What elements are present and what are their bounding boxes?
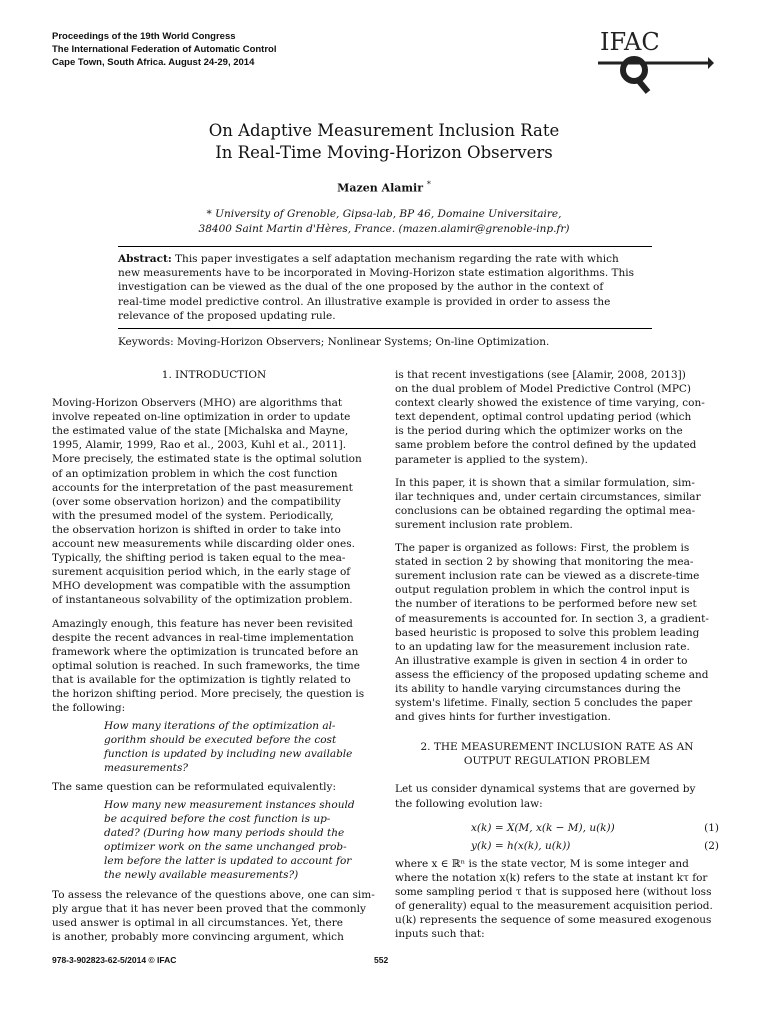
text-line: gorithm should be executed before the cost xyxy=(104,734,337,747)
affiliation-line-1: * University of Grenoble, Gipsa-lab, BP 46, Domaine Universitaire, xyxy=(206,208,562,220)
text-line: where x ∈ ℝⁿ is the state vector, M is some integer and xyxy=(395,857,689,870)
text-line: surement inclusion rate problem. xyxy=(395,518,573,531)
equation-1-expression: x(k) = X(M, x(k − M), u(k)) xyxy=(471,821,615,834)
text-line: assess the efficiency of the proposed updating scheme and xyxy=(395,668,709,681)
text-line-content: This paper investigates a self adaptation mechanism regarding the rate with which xyxy=(171,253,619,265)
page-number: 552 xyxy=(374,955,389,965)
footer-isbn: 978-3-902823-62-5/2014 © IFAC xyxy=(52,955,177,965)
section-1-title: 1. INTRODUCTION xyxy=(161,369,267,381)
text-line: the number of iterations to be performed before new set xyxy=(395,598,697,611)
abstract xyxy=(118,252,652,323)
text-line: To assess the relevance of the questions above, one can sim- xyxy=(52,889,375,902)
ifac-logo xyxy=(596,26,714,96)
text-line: How many new measurement instances should xyxy=(104,798,355,811)
intro-paragraph-7 xyxy=(395,541,719,724)
text-line: is another, probably more convincing argument, which xyxy=(52,931,344,944)
text-line: An illustrative example is given in section 4 in order to xyxy=(395,654,688,667)
text-line: be acquired before the cost function is up- xyxy=(104,812,331,825)
text-line: on the dual problem of Model Predictive Control (MPC) xyxy=(395,383,692,396)
text-line: optimal solution is reached. In such frameworks, the time xyxy=(52,659,360,672)
keywords: Keywords: Moving-Horizon Observers; Nonlinear Systems; On-line Optimization. xyxy=(118,336,550,348)
text-line: ply argue that it has never been proved that the commonly xyxy=(52,903,366,916)
text-line: same problem before the control defined by the updated xyxy=(395,439,697,452)
text-line: the following evolution law: xyxy=(395,797,543,810)
equation-2-number: (2) xyxy=(704,839,719,852)
text-line: the observation horizon is shifted in order to take into xyxy=(52,523,341,536)
right-column xyxy=(395,368,719,941)
text-line: despite the recent advances in real-time implementation xyxy=(52,631,354,644)
affiliation-line-2: 38400 Saint Martin d'Hères, France. (mazen.alamir@grenoble-inp.fr) xyxy=(198,222,570,235)
equation-2-expression: y(k) = h(x(k), u(k)) xyxy=(471,839,571,852)
text-line: Amazingly enough, this feature has never been revisited xyxy=(52,617,353,630)
equation-1-number: (1) xyxy=(704,821,719,834)
text-line: How many iterations of the optimization al- xyxy=(104,720,336,733)
text-line: the horizon shifting period. More precisely, the question is xyxy=(52,687,365,700)
intro-paragraph-2 xyxy=(52,617,376,716)
text-line: new measurements have to be incorporated in Moving-Horizon state estimation algorithms. This xyxy=(118,267,635,280)
text-line: The paper is organized as follows: First, the problem is xyxy=(395,542,690,555)
text-line: that is available for the optimization is tightly related to xyxy=(52,673,351,686)
text-line: of an optimization problem in which the cost function xyxy=(52,467,338,480)
text-line: surement inclusion rate can be viewed as a discrete-time xyxy=(395,570,700,583)
question-1 xyxy=(52,719,376,775)
text-line: MHO development was compatible with the assumption xyxy=(52,580,351,593)
text-line: optimizer work on the same unchanged prob- xyxy=(104,840,347,853)
abstract-top-rule xyxy=(118,246,652,247)
text-line: output regulation problem in which the control input is xyxy=(395,584,690,597)
section-2-paragraph-1 xyxy=(395,782,719,810)
text-line: and gives hints for further investigation. xyxy=(395,711,611,724)
text-line: is that recent investigations (see [Alamir, 2008, 2013]) xyxy=(395,369,686,381)
text-line: involve repeated on-line optimization in order to update xyxy=(52,411,351,424)
affiliation xyxy=(0,207,768,236)
text-line: text dependent, optimal control updating period (which xyxy=(395,411,692,424)
text-line: the newly available measurements?) xyxy=(104,869,299,882)
section-2-paragraph-2 xyxy=(395,857,719,942)
text-line: some sampling period τ that is supposed here (without loss xyxy=(395,885,712,898)
text-line: real-time model predictive control. An illustrative example is provided in order to assess the xyxy=(118,295,611,308)
text-line: surement acquisition period which, in the early stage of xyxy=(52,566,351,579)
text-line: used answer is optimal in all circumstances. Yet, there xyxy=(52,917,343,930)
text-line: More precisely, the estimated state is the optimal solution xyxy=(52,453,362,466)
text-line: account new measurements while discarding older ones. xyxy=(52,538,355,551)
text-line: of generality) equal to the measurement acquisition period. xyxy=(395,899,713,912)
text-line: (over some observation horizon) and the compatibility xyxy=(52,495,341,508)
question-2 xyxy=(52,798,376,883)
text-line: conclusions can be obtained regarding the optimal mea- xyxy=(395,504,696,517)
author-name: Mazen Alamir xyxy=(337,181,423,195)
section-2-title-line-2: OUTPUT REGULATION PROBLEM xyxy=(463,755,651,768)
text-line: The same question can be reformulated equivalently: xyxy=(52,780,336,793)
text-line: dated? (During how many periods should the xyxy=(104,826,345,839)
text-line: the following: xyxy=(52,702,126,715)
abstract-bottom-rule xyxy=(118,328,652,329)
section-2-title-line-1: 2. THE MEASUREMENT INCLUSION RATE AS AN xyxy=(420,741,694,754)
text-line: investigation can be viewed as the dual of the one proposed by the author in the context of xyxy=(118,281,604,294)
author-mark: * xyxy=(426,180,431,189)
left-column xyxy=(52,368,376,945)
intro-paragraph-4 xyxy=(52,888,376,944)
text-line: Typically, the shifting period is taken equal to the mea- xyxy=(52,552,346,565)
text-line: is the period during which the optimizer works on the xyxy=(395,425,683,438)
text-line: function is updated by including new available xyxy=(104,748,353,761)
header-line-1: Proceedings of the 19th World Congress xyxy=(52,31,236,42)
text-line: relevance of the proposed updating rule. xyxy=(118,309,336,322)
text-line: 1995, Alamir, 1999, Rao et al., 2003, Kuhl et al., 2011]. xyxy=(52,439,347,452)
text-line: In this paper, it is shown that a similar formulation, sim- xyxy=(395,476,695,489)
text-line: parameter is applied to the system). xyxy=(395,453,588,466)
text-line: of measurements is accounted for. In section 3, a gradient- xyxy=(395,612,709,625)
text-line: framework where the optimization is truncated before an xyxy=(52,645,359,658)
header-line-3: Cape Town, South Africa. August 24-29, 2014 xyxy=(52,57,255,68)
intro-paragraph-1 xyxy=(52,396,376,607)
text-line: accounts for the interpretation of the past measurement xyxy=(52,481,353,494)
text-line: context clearly showed the existence of time varying, con- xyxy=(395,397,705,410)
intro-paragraph-6 xyxy=(395,476,719,532)
text-line: stated in section 2 by showing that monitoring the mea- xyxy=(395,556,694,569)
proceedings-header xyxy=(52,30,276,69)
intro-paragraph-3 xyxy=(52,780,376,794)
text-line: inputs such that: xyxy=(395,928,485,941)
text-line: u(k) represents the sequence of some measured exogenous xyxy=(395,914,712,926)
text-line: where the notation x(k) refers to the state at instant kτ for xyxy=(395,871,708,884)
paper-title xyxy=(0,120,768,164)
text-line: measurements? xyxy=(104,762,188,775)
text-line: Let us consider dynamical systems that are governed by xyxy=(395,783,696,796)
text-line: to an updating law for the measurement inclusion rate. xyxy=(395,640,690,653)
equation-1 xyxy=(395,821,719,839)
title-line-2: In Real-Time Moving-Horizon Observers xyxy=(215,143,553,162)
text-line: the estimated value of the state [Michalska and Mayne, xyxy=(52,425,349,438)
abstract-label: Abstract: xyxy=(118,253,172,265)
text-line: its ability to handle varying circumstances during the xyxy=(395,682,681,695)
text-line: ilar techniques and, under certain circumstances, similar xyxy=(395,490,701,503)
header-line-2: The International Federation of Automatic Control xyxy=(52,44,277,55)
text-line xyxy=(118,252,652,266)
author xyxy=(0,180,768,195)
text-line: of instantaneous solvability of the optimization problem. xyxy=(52,594,353,607)
ifac-logo-text: IFAC xyxy=(600,28,660,56)
text-line: based heuristic is proposed to solve this problem leading xyxy=(395,626,700,639)
text-line: system's lifetime. Finally, section 5 concludes the paper xyxy=(395,697,693,710)
title-line-1: On Adaptive Measurement Inclusion Rate xyxy=(208,121,560,140)
text-line: lem before the latter is updated to account for xyxy=(104,855,352,867)
text-line: Moving-Horizon Observers (MHO) are algorithms that xyxy=(52,397,343,410)
text-line: with the presumed model of the system. Periodically, xyxy=(52,509,334,522)
equation-2 xyxy=(395,839,719,857)
intro-paragraph-5 xyxy=(395,368,719,467)
